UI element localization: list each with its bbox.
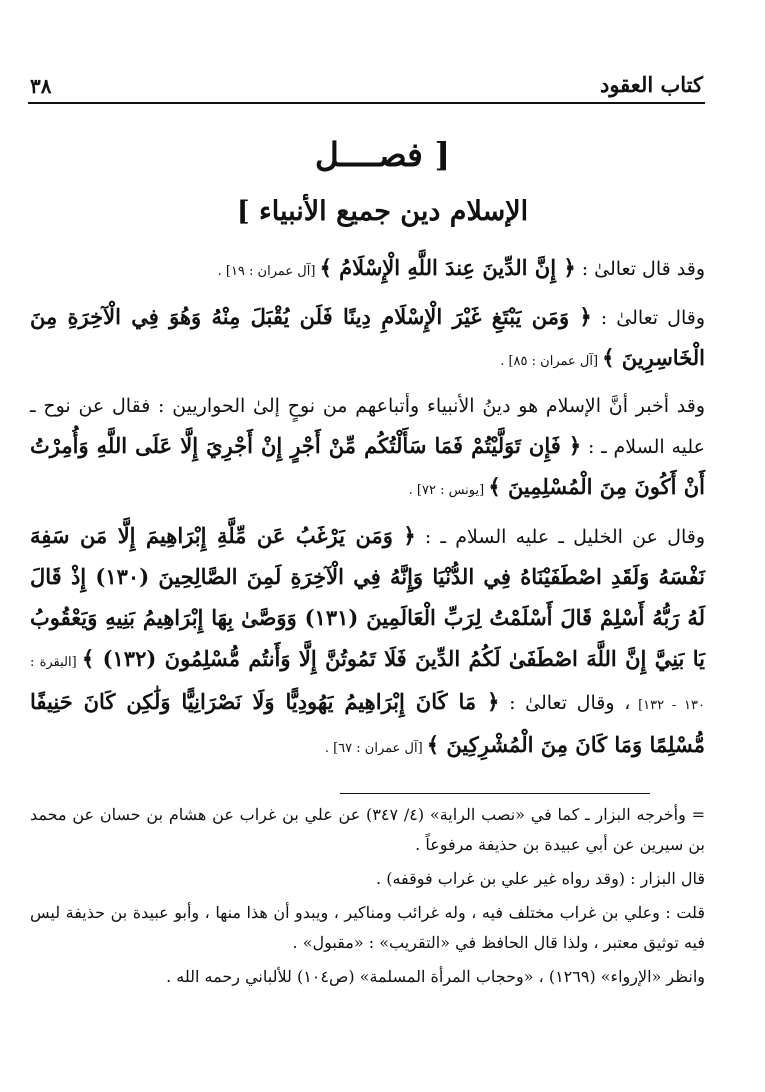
quran-verse: ﴿ مَا كَانَ إِبْرَاهِيمُ يَهُودِيًّا وَلَا نَصْرَانِيًّا وَلَٰكِن كَانَ حَنِيفًا مُّسْلِمًا وَمَا كَانَ مِنَ الْمُشْرِكِينَ ﴾ (30, 689, 705, 757)
paragraph (30, 387, 705, 510)
paragraph-text: وقال عن الخليل ـ عليه السلام ـ : (415, 526, 705, 548)
verse-reference: [آل عمران : ١٩] . (217, 264, 320, 279)
paragraph-text: وقد قال تعالىٰ : (575, 258, 705, 280)
section-subheading: الإسلام دين جميع الأنبياء ] (236, 196, 529, 227)
section-heading: [ فصــــل (314, 135, 451, 174)
quran-verse: ﴿ إِنَّ الدِّينَ عِندَ اللَّهِ الْإِسْلَامُ ﴾ (319, 255, 576, 280)
footnote: = وأخرجه البزار ـ كما في «نصب الراية» (٤/ ٣٤٧) عن علي بن غراب عن هشام بن حسان عن محمد بن سيرين عن أبي عبيدة بن حذيفة مرفوعاً . (30, 805, 706, 854)
main-text (30, 248, 705, 774)
footnote: وانظر «الإرواء» (١٢٦٩) ، «وحجاب المرأة المسلمة» (ص١٠٤) للألباني رحمه الله . (166, 967, 705, 986)
verse-reference: [البقرة : ١٣٠ - ١٣٢] (30, 655, 705, 713)
paragraph (30, 248, 705, 291)
page-number: ٣٨ (30, 74, 52, 98)
paragraph-text: ، وقال تعالىٰ : (499, 692, 631, 714)
verse-reference: [يونس : ٧٢] . (408, 483, 489, 498)
quran-verse: ﴿ فَإِن تَوَلَّيْتُمْ فَمَا سَأَلْتُكُم مِّنْ أَجْرٍ إِنْ أَجْرِيَ إِلَّا عَلَى اللَّهِ وَأُمِرْتُ أَنْ أَكُونَ مِنَ الْمُسْلِمِينَ ﴾ (30, 433, 705, 499)
verse-reference: [آل عمران : ٨٥] . (500, 354, 603, 369)
page-header (28, 72, 705, 104)
footnote-divider (340, 793, 650, 794)
paragraph (30, 516, 705, 768)
verse-reference: [آل عمران : ٦٧] . (324, 741, 427, 756)
quran-verse: ﴿ وَمَن يَرْغَبُ عَن مِّلَّةِ إِبْرَاهِيمَ إِلَّا مَن سَفِهَ نَفْسَهُ وَلَقَدِ اصْطَفَيْنَاهُ فِي الدُّنْيَا وَإِنَّهُ فِي الْآخِرَةِ لَمِنَ الصَّالِحِينَ (١٣٠) إِذْ قَالَ لَهُ رَبُّهُ أَسْلِمْ قَالَ أَسْلَمْتُ لِرَبِّ الْعَالَمِينَ (١٣١) وَوَصَّىٰ بِهَا إِبْرَاهِيمُ بَنِيهِ وَيَعْقُوبُ يَا بَنِيَّ إِنَّ اللَّهَ اصْطَفَىٰ لَكُمُ الدِّينَ فَلَا تَمُوتُنَّ إِلَّا وَأَنتُم مُّسْلِمُونَ (١٣٢) ﴾ (30, 523, 706, 671)
footnotes (30, 800, 705, 996)
footnote: قلت : وعلي بن غراب مختلف فيه ، وله غرائب ومناكير ، ويبدو أن هذا منها ، وأبو عبيدة بن حذيفة ليس فيه توثيق معتبر ، ولذا قال الحافظ في «التقريب» : «مقبول» . (30, 903, 705, 952)
footnote: قال البزار : (وقد رواه غير علي بن غراب فوقفه) . (376, 869, 705, 888)
paragraph (30, 297, 705, 381)
paragraph-text: وقال تعالىٰ : (591, 307, 705, 329)
running-title: كتاب العقود (599, 72, 703, 97)
paragraph-text: وقد أخبر أنَّ الإسلام هو دينُ الأنبياء وأتباعهم من نوحٍ إلىٰ الحواريين : فقال عن نوح ـ عليه السلام ـ : (30, 395, 705, 458)
quran-verse: ﴿ وَمَن يَبْتَغِ غَيْرَ الْإِسْلَامِ دِينًا فَلَن يُقْبَلَ مِنْهُ وَهُوَ فِي الْآخِرَةِ مِنَ الْخَاسِرِينَ ﴾ (30, 304, 705, 370)
